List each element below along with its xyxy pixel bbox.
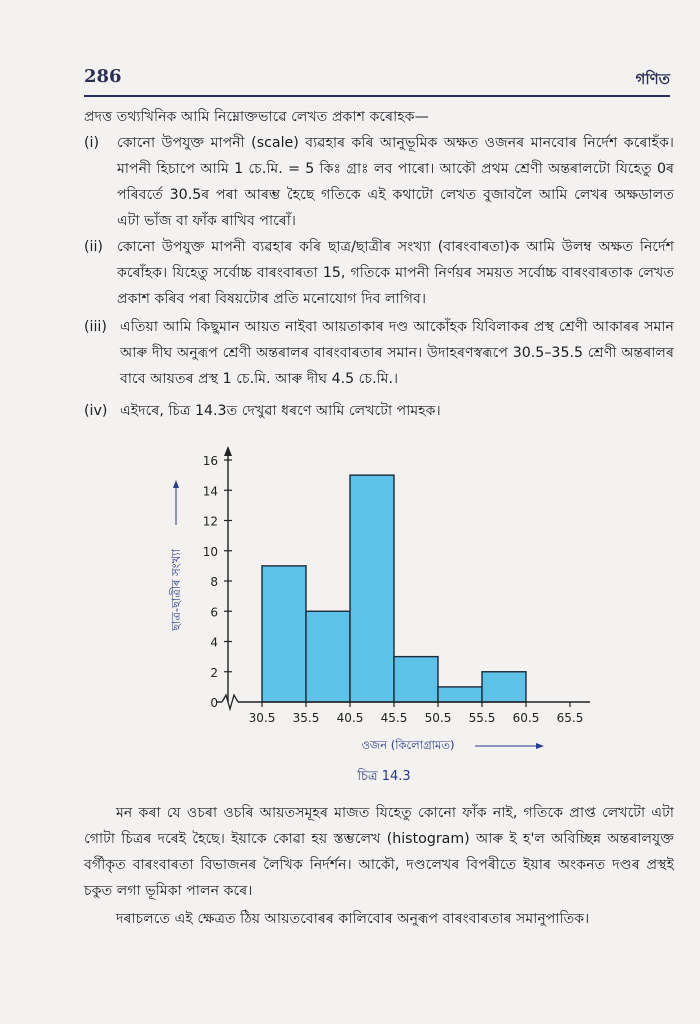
step-label: (ii)	[84, 239, 103, 255]
x-tick-label: 50.5	[424, 711, 452, 725]
x-label-arrow-icon	[536, 743, 544, 749]
x-axis-label: ওজন (কিলোগ্ৰামত)	[361, 738, 455, 752]
x-tick-label: 45.5	[380, 711, 408, 725]
step-text: এতিয়া আমি কিছুমান আয়ত নাইবা আয়তাকাৰ দণ্ড আকোঁহক যিবিলাকৰ প্ৰস্থ শ্ৰেণী আকাৰৰ সমান আৰু দীঘ অনুৰূপ শ্ৰেণী অন্তৰালৰ বাৰংবাৰতাৰ সমান। উদাহৰণস্বৰূপে 30.5–35.5 শ্ৰেণী অন্তৰালৰ বাবে আয়তৰ প্ৰস্থ 1 চে.মি. আৰু দীঘ 4.5 চে.মি.।	[120, 319, 674, 387]
figure-caption: চিত্ৰ 14.3	[357, 769, 411, 784]
step-item-3	[84, 314, 674, 392]
step-text: কোনো উপযুক্ত মাপনী ব্যৱহাৰ কৰি ছাত্ৰ/ছাত্ৰীৰ সংখ্যা (বাৰংবাৰতা)ক আমি উলম্ব অক্ষত নিৰ্দেশ কৰোঁহক। যিহেতু সৰ্বোচ্চ বাৰংবাৰতা 15, গতিকে মাপনী নিৰ্ণয়ৰ সময়ত সৰ্বোচ্চ বাৰংবাৰতাক লেখত প্ৰকাশ কৰিব পৰা বিষয়টোৰ প্ৰতি মনোযোগ দিব লাগিব।	[117, 239, 674, 307]
y-tick-label: 10	[202, 544, 218, 559]
histogram-bar	[262, 566, 306, 702]
y-axis-label: ছাত্ৰ-ছাত্ৰীৰ সংখ্যা	[169, 549, 183, 631]
x-tick-label: 40.5	[336, 711, 364, 725]
page-header	[84, 66, 670, 96]
y-tick-label: 2	[210, 665, 218, 680]
step-item-1	[84, 130, 674, 234]
y-axis-arrow-icon	[224, 446, 232, 456]
step-label: (iv)	[84, 403, 108, 419]
step-item-4	[84, 398, 674, 424]
y-tick-label: 16	[202, 454, 218, 468]
x-tick-label: 60.5	[512, 711, 540, 725]
x-tick-label: 30.5	[248, 711, 276, 725]
paragraph-1: মন কৰা যে ওচৰা ওচৰি আয়তসমূহৰ মাজত যিহেতু কোনো ফাঁক নাই, গতিকে প্ৰাপ্ত লেখটো এটা গোটা চিত্ৰৰ দৰেই হৈছে। ইয়াকে কোৱা হয় স্তম্ভলেখ (histogram) আৰু ই হ'ল অবিচ্ছিন্ন অন্তৰালযুক্ত বৰ্গীকৃত বাৰংবাৰতা বিভাজনৰ লৈখিক নিৰ্দৰ্শন। আকৌ, দণ্ডলেখৰ বিপৰীতে ইয়াৰ অংকনত দণ্ডৰ প্ৰস্থই চকুত লগা ভূমিকা পালন কৰে।	[84, 805, 674, 899]
header-rule	[84, 95, 670, 97]
x-tick-label: 65.5	[556, 711, 584, 725]
y-tick-label: 12	[202, 514, 218, 529]
y-tick-label: 0	[210, 696, 218, 710]
section-title: গণিত	[635, 70, 670, 88]
page-number: 286	[84, 66, 122, 87]
lead-sentence: প্ৰদত্ত তথ্যখিনিক আমি নিম্নোক্তভাৱে লেখত প্ৰকাশ কৰোহক—	[84, 109, 429, 125]
y-tick-label: 14	[202, 484, 218, 499]
y-tick-label: 6	[210, 605, 218, 620]
paragraph-2: দৰাচলতে এই ক্ষেত্ৰত ঠিয় আয়তবোৰৰ কালিবোৰ অনুৰূপ বাৰংবাৰতাৰ সমানুপাতিক।	[116, 911, 590, 927]
histogram-bar	[306, 611, 350, 702]
step-item-2	[84, 234, 674, 312]
histogram-bar	[394, 657, 438, 702]
y-tick-label: 8	[210, 575, 218, 589]
histogram-bar	[438, 687, 482, 702]
step-text: কোনো উপযুক্ত মাপনী (scale) ব্যৱহাৰ কৰি আনুভূমিক অক্ষত ওজনৰ মানবোৰ নিৰ্দেশ কৰোহঁক। মাপনী হিচাপে আমি 1 চে.মি. = 5 কিঃ গ্ৰাঃ লব পাৰো। আকৌ প্ৰথম শ্ৰেণী অন্তৰালটো যিহেতু 0ৰ পৰিবৰ্তে 30.5ৰ পৰা আৰম্ভ হৈছে গতিকে এই কথাটো লেখত বুজাবলৈ আমি লেখৰ অক্ষডালত এটা ভাঁজ বা ফাঁক ৰাখিব পাৰোঁ।	[117, 135, 674, 229]
histogram-figure	[150, 440, 610, 800]
x-tick-label: 35.5	[292, 711, 320, 725]
histogram-bar	[350, 475, 394, 702]
x-tick-label: 55.5	[468, 711, 496, 725]
histogram-chart	[150, 440, 610, 800]
y-label-arrow-icon	[173, 480, 179, 488]
step-text: এইদৰে, চিত্ৰ 14.3ত দেখুৱা ধৰণে আমি লেখটো পামহক।	[120, 403, 441, 419]
y-tick-label: 4	[210, 635, 218, 650]
histogram-bar	[482, 672, 526, 702]
axis-break-icon	[222, 695, 238, 709]
step-label: (i)	[84, 135, 100, 151]
step-label: (iii)	[84, 319, 107, 335]
